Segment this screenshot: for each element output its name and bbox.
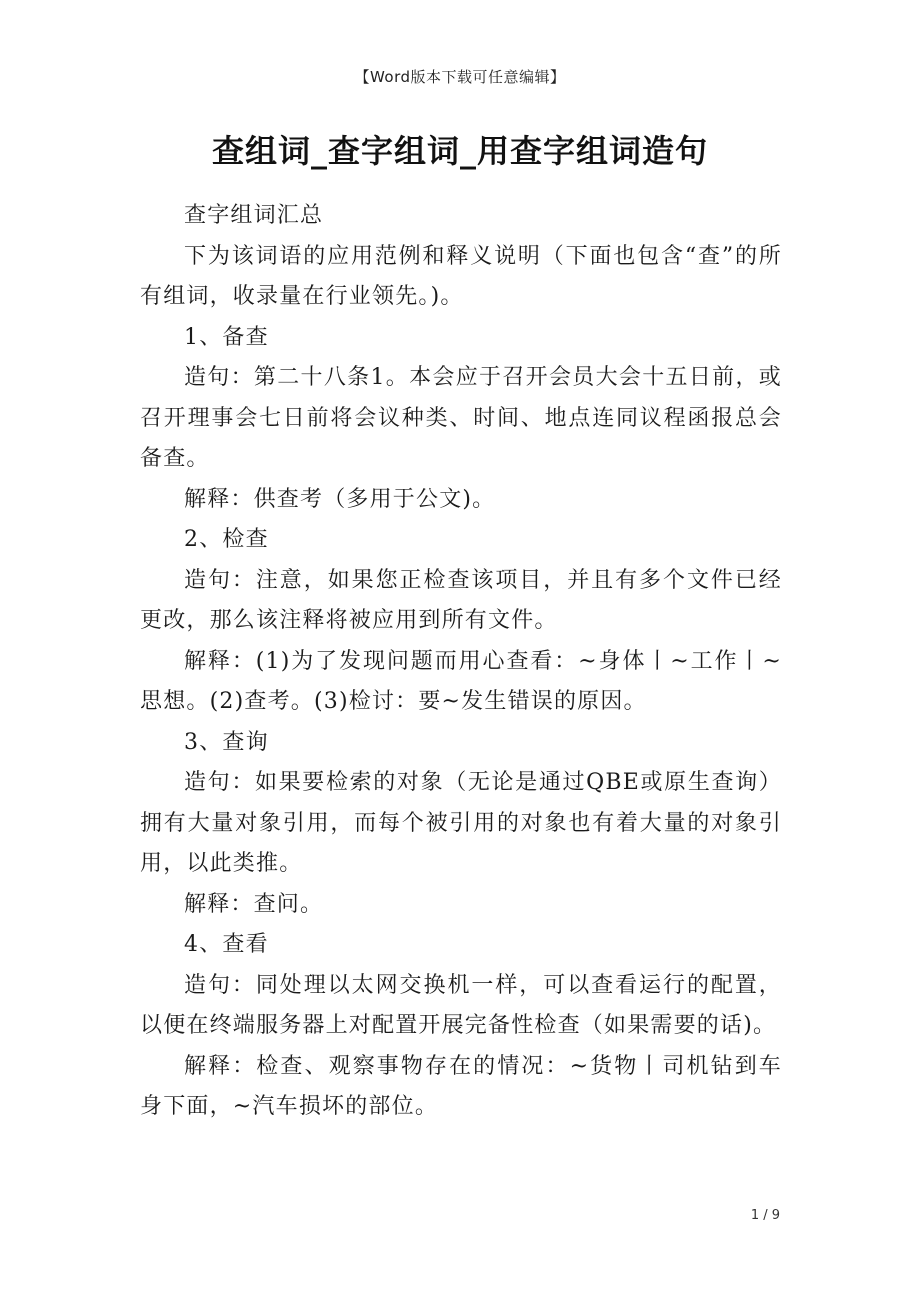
entry-heading: 2、检查 xyxy=(184,527,269,552)
entry-heading: 4、查看 xyxy=(184,932,269,957)
entry-heading: 3、查询 xyxy=(184,729,269,755)
definition: 解释：(1)为了发现问题而用心查看：~身体丨~工作丨~思想。(2)查考。(3)检讨：要~发生错误的原因。 xyxy=(140,648,782,714)
page-number: 1 / 9 xyxy=(750,1208,780,1223)
definition: 解释：查问。 xyxy=(184,891,324,917)
definition: 解释：供查考（多用于公文)。 xyxy=(184,486,496,512)
intro-paragraph: 下为该词语的应用范例和释义说明（下面也包含“查”的所有组词，收录量在行业领先。)。 xyxy=(140,243,782,309)
example-sentence: 造句：同处理以太网交换机一样，可以查看运行的配置，以便在终端服务器上对配置开展完备性检查（如果需要的话)。 xyxy=(140,972,782,1038)
document-body xyxy=(140,196,782,1128)
page-header: 【Word版本下载可任意编辑】 xyxy=(354,68,566,86)
entry-heading: 1、备查 xyxy=(184,324,269,350)
example-sentence: 造句：第二十八条1。本会应于召开会员大会十五日前，或召开理事会七日前将会议种类、时间、地点连同议程函报总会备查。 xyxy=(140,365,782,471)
section-heading: 查字组词汇总 xyxy=(184,203,324,228)
definition: 解释：检查、观察事物存在的情况：~货物丨司机钻到车身下面，~汽车损坏的部位。 xyxy=(140,1053,782,1119)
example-sentence: 造句：注意，如果您正检查该项目，并且有多个文件已经更改，那么该注释将被应用到所有文件。 xyxy=(140,567,782,633)
example-sentence: 造句：如果要检索的对象（无论是通过QBE或原生查询）拥有大量对象引用，而每个被引用的对象也有着大量的对象引用，以此类推。 xyxy=(140,770,782,876)
document-title: 查组词_查字组词_用查字组词造句 xyxy=(211,132,708,170)
